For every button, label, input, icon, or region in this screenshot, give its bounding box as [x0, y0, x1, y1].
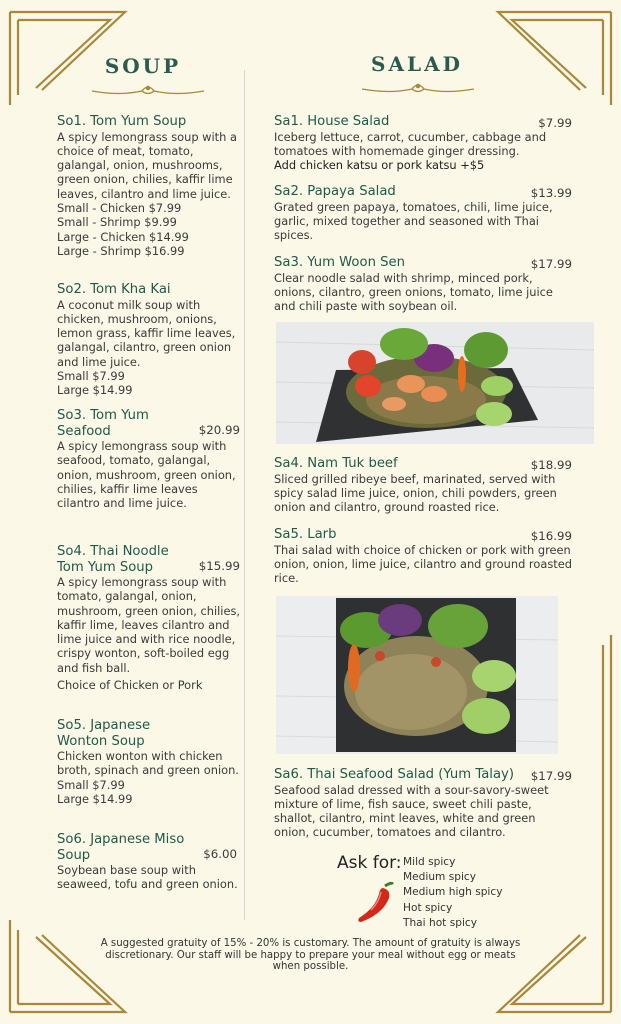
item-price: $15.99 [198, 559, 240, 573]
item-name: Sa5. Larb [274, 527, 337, 542]
item-name: Sa3. Yum Woon Sen [274, 255, 405, 270]
spicy-level: Medium high spicy [403, 886, 503, 899]
column-divider [244, 70, 245, 920]
item-description: A spicy lemongrass soup with seafood, tomato, galangal, onion, mushroom, green onion, chilies, kaffir lime leaves cilantro and lime juice. [57, 439, 236, 511]
item-description: Thai salad with choice of chicken or pork with green onion, onion, lime juice, cilantro and ground roasted rice. [274, 542, 572, 586]
item-option: Small $7.99 [57, 777, 125, 792]
soup-heading: SOUP [104, 54, 182, 78]
salad-heading: SALAD [371, 52, 463, 76]
soup-item-so5 [57, 718, 241, 832]
chili-pepper-icon [355, 880, 397, 924]
item-note: Choice of Chicken or Pork [57, 678, 203, 693]
item-name: So4. Thai Noodle Tom Yum Soup [57, 544, 169, 575]
spicy-level: Mild spicy [403, 856, 456, 868]
item-price: $13.99 [530, 186, 572, 200]
salad-item-sa6 [274, 767, 572, 840]
item-description: Iceberg lettuce, carrot, cucumber, cabbage and tomatoes with homemade ginger dressing. [274, 129, 547, 158]
item-name: Sa1. House Salad [274, 114, 390, 129]
item-description: Grated green papaya, tomatoes, chili, lime juice, garlic, mixed together and seasoned with Thai spices. [274, 199, 553, 243]
item-addon: Add chicken katsu or pork katsu +$5 [274, 158, 485, 173]
item-name: Sa4. Nam Tuk beef [274, 456, 398, 471]
item-option: Large - Shrimp $16.99 [57, 243, 185, 258]
spicy-level: Medium spicy [403, 871, 477, 884]
item-name: So2. Tom Kha Kai [57, 282, 171, 297]
item-name: Sa2. Papaya Salad [274, 184, 396, 199]
item-option: Large - Chicken $14.99 [57, 229, 189, 244]
larb-photo [276, 596, 558, 754]
soup-item-so4 [57, 544, 241, 718]
soup-item-so3 [57, 408, 241, 544]
item-name: So6. Japanese Miso Soup [57, 832, 185, 863]
item-name: So5. Japanese Wonton Soup [57, 718, 151, 749]
spicy-level: Thai hot spicy [403, 916, 477, 929]
item-description: Sliced grilled ribeye beef, marinated, served with spicy salad lime juice, onion, chili powders, green onion and cilantro, ground roasted rice. [274, 471, 557, 515]
item-name: So3. Tom Yum Seafood [57, 408, 149, 439]
item-description: Clear noodle salad with shrimp, minced pork, onions, cilantro, green onions, tomato, lime juice and chili paste with soybean oil. [274, 270, 553, 314]
soup-column [57, 114, 241, 892]
soup-item-so2 [57, 282, 241, 408]
salad-heading-ornament [360, 80, 476, 96]
item-price: $16.99 [530, 529, 572, 543]
soup-item-so6 [57, 832, 241, 892]
item-description: A spicy lemongrass soup with a choice of meat, tomato, galangal, onion, mushrooms, green onion, chilies, kaffir lime leaves, cilantro and lime juice. [57, 129, 237, 201]
yum-woon-sen-photo [276, 322, 594, 444]
gratuity-note: A suggested gratuity of 15% - 20% is customary. The amount of gratuity is always discretionary. Our staff will be happy to prepare your meal without egg or meats when possible. [100, 938, 521, 973]
item-price: $7.99 [538, 116, 572, 130]
salad-item-sa2 [274, 184, 572, 242]
ask-for-label: Ask for: [337, 853, 402, 873]
item-name: So1. Tom Yum Soup [57, 114, 187, 129]
item-option: Small $7.99 [57, 368, 125, 383]
item-price: $17.99 [530, 769, 572, 783]
item-description: A coconut milk soup with chicken, mushroom, onions, lemon grass, kaffir lime leaves, galangal, cilantro, green onion and lime juice. [57, 297, 236, 369]
item-price: $18.99 [530, 458, 572, 472]
item-name: Sa6. Thai Seafood Salad (Yum Talay) [274, 767, 514, 782]
item-price: $20.99 [198, 423, 240, 437]
item-description: Soybean base soup with seaweed, tofu and green onion. [57, 863, 238, 892]
salad-item-sa5 [274, 527, 572, 585]
item-price: $6.00 [203, 847, 237, 861]
item-description: A spicy lemongrass soup with tomato, galangal, onion, mushroom, green onion, chilies, kaffir lime, leaves cilantro and lime juice and with rice noodle, crispy wonton, soft-boiled egg and fish ball. [57, 575, 241, 675]
item-option: Large $14.99 [57, 791, 133, 806]
spicy-level: Hot spicy [403, 901, 453, 914]
salad-item-sa3 [274, 255, 572, 313]
item-description: Chicken wonton with chicken broth, spinach and green onion. [57, 749, 239, 778]
item-price: $17.99 [530, 257, 572, 271]
soup-heading-ornament [90, 82, 206, 98]
salad-item-sa4 [274, 456, 572, 514]
soup-item-so1 [57, 114, 241, 282]
item-option: Small - Chicken $7.99 [57, 200, 182, 215]
item-description: Seafood salad dressed with a sour-savory-sweet mixture of lime, fish sauce, sweet chili paste, shallot, cilantro, mint leaves, white and green onion, cucumber, tomatoes and cilantro. [274, 782, 549, 840]
spicy-levels [403, 855, 502, 931]
salad-item-sa1 [274, 114, 572, 172]
item-option: Large $14.99 [57, 383, 133, 398]
item-option: Small - Shrimp $9.99 [57, 215, 177, 230]
